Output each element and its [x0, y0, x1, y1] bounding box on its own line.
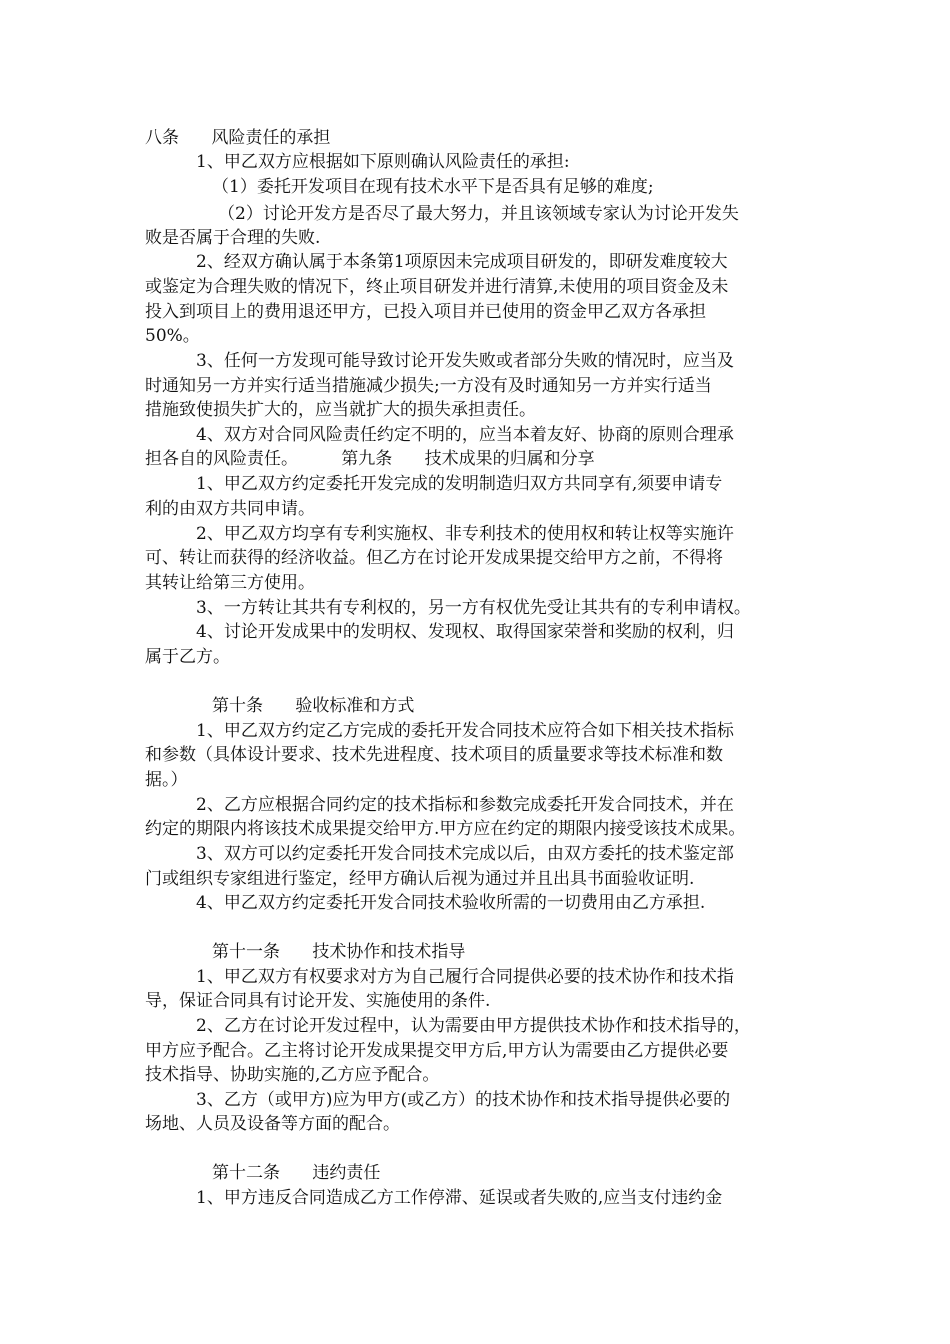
paragraph-line: 技术指导、协助实施的,乙方应予配合。: [145, 1065, 440, 1085]
section-heading-10: 第十条 验收标准和方式: [212, 696, 415, 716]
paragraph-line: 门或组织专家组进行鉴定，经甲方确认后视为通过并且出具书面验收证明.: [145, 869, 695, 889]
paragraph-line: 约定的期限内将该技术成果提交给甲方.甲方应在约定的期限内接受该技术成果。: [145, 819, 746, 839]
paragraph-line: 4、甲乙双方约定委托开发合同技术验收所需的一切费用由乙方承担.: [196, 893, 706, 913]
paragraph-line: 败是否属于合理的失败.: [145, 228, 321, 248]
paragraph-line: 措施致使损失扩大的，应当就扩大的损失承担责任。: [145, 400, 536, 420]
paragraph-line: 2、乙方在讨论开发过程中，认为需要由甲方提供技术协作和技术指导的，: [196, 1016, 751, 1036]
paragraph-line: 属于乙方。: [145, 647, 230, 667]
paragraph-line: 时通知另一方并实行适当措施减少损失;一方没有及时通知另一方并实行适当: [145, 376, 712, 396]
paragraph-line: 2、甲乙双方均享有专利实施权、非专利技术的使用权和转让权等实施许: [196, 524, 734, 544]
paragraph-line: 3、双方可以约定委托开发合同技术完成以后，由双方委托的技术鉴定部: [196, 844, 734, 864]
paragraph-line: 4、双方对合同风险责任约定不明的，应当本着友好、协商的原则合理承: [196, 425, 734, 445]
paragraph-line: 1、甲乙双方约定乙方完成的委托开发合同技术应符合如下相关技术指标: [196, 721, 734, 741]
paragraph-line: 担各自的风险责任。 第九条 技术成果的归属和分享: [145, 449, 595, 469]
paragraph-line: 和参数（具体设计要求、技术先进程度、技术项目的质量要求等技术标准和数: [145, 745, 723, 765]
paragraph-line: 可、转让而获得的经济收益。但乙方在讨论开发成果提交给甲方之前，不得将: [145, 548, 723, 568]
paragraph-line: 甲方应予配合。乙主将讨论开发成果提交甲方后,甲方认为需要由乙方提供必要: [145, 1041, 729, 1061]
paragraph-line: 或鉴定为合理失败的情况下，终止项目研发并进行清算,未使用的项目资金及未: [145, 277, 729, 297]
paragraph-line: 投入到项目上的费用退还甲方，已投入项目并已使用的资金甲乙双方各承担: [145, 302, 706, 322]
paragraph-line: 50%。: [145, 326, 200, 346]
paragraph-line: 3、乙方（或甲方)应为甲方(或乙方）的技术协作和技术指导提供必要的: [196, 1090, 731, 1110]
paragraph-line: 3、任何一方发现可能导致讨论开发失败或者部分失败的情况时，应当及: [196, 351, 734, 371]
paragraph-line: 4、讨论开发成果中的发明权、发现权、取得国家荣誉和奖励的权利，归: [196, 622, 734, 642]
paragraph-line: 场地、人员及设备等方面的配合。: [145, 1114, 400, 1134]
paragraph-line: （1）委托开发项目在现有技术水平下是否具有足够的难度;: [212, 177, 654, 197]
paragraph-line: 1、甲方违反合同造成乙方工作停滞、延误或者失败的,应当支付违约金: [196, 1188, 723, 1208]
paragraph-line: 2、乙方应根据合同约定的技术指标和参数完成委托开发合同技术，并在: [196, 795, 734, 815]
paragraph-line: 据。）: [145, 770, 188, 790]
paragraph-line: （2）讨论开发方是否尽了最大努力，并且该领域专家认为讨论开发失: [218, 204, 739, 224]
paragraph-line: 导，保证合同具有讨论开发、实施使用的条件.: [145, 991, 491, 1011]
paragraph-line: 1、甲乙双方有权要求对方为自己履行合同提供必要的技术协作和技术指: [196, 967, 734, 987]
section-heading-12: 第十二条 违约责任: [212, 1163, 381, 1183]
section-heading-11: 第十一条 技术协作和技术指导: [212, 942, 466, 962]
paragraph-line: 3、一方转让其共有专利权的，另一方有权优先受让其共有的专利申请权。: [196, 598, 751, 618]
paragraph-line: 利的由双方共同申请。: [145, 499, 315, 519]
paragraph-line: 2、经双方确认属于本条第1项原因未完成项目研发的，即研发难度较大: [196, 252, 728, 272]
section-heading-8: 八条 风险责任的承担: [145, 128, 331, 148]
paragraph-line: 1、甲乙双方应根据如下原则确认风险责任的承担:: [196, 152, 570, 172]
paragraph-line: 其转让给第三方使用。: [145, 573, 315, 593]
paragraph-line: 1、甲乙双方约定委托开发完成的发明制造归双方共同享有,须要申请专: [196, 474, 723, 494]
